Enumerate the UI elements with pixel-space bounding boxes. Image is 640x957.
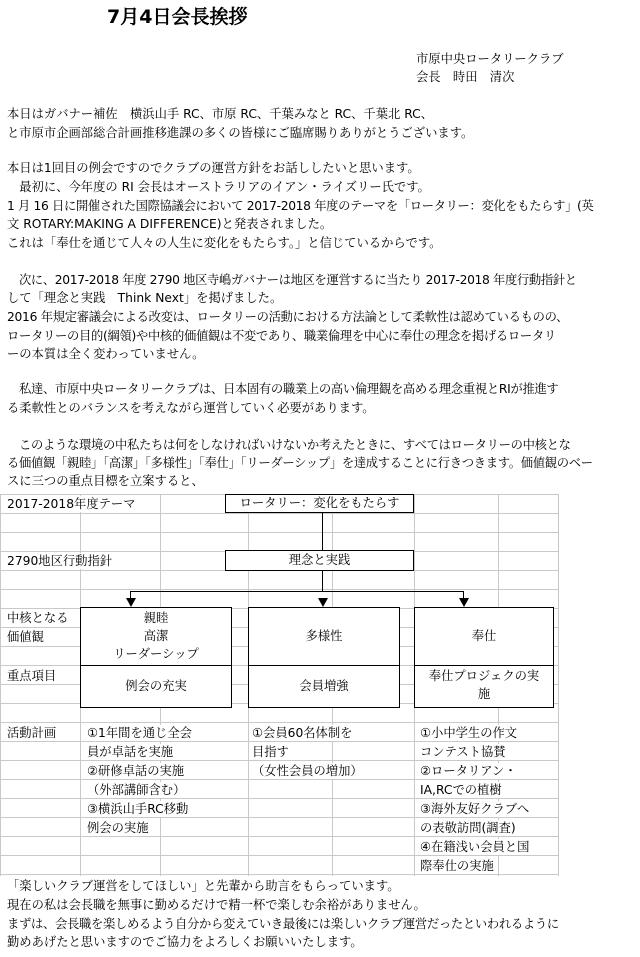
para1-line2: と市原市企画部総合計画推移進課の多くの皆様にご臨席賜りありがとうございます。 [7, 126, 474, 140]
arrow-down-icon [459, 598, 469, 607]
theme-label: 2017-2018年度テーマ [7, 497, 136, 511]
connector-district-down [322, 570, 323, 592]
closing-line4: 勤めあげたと思いますのでご協力をよろしくお願いいたします。 [7, 935, 363, 949]
para3-line2: して「理念と実践 Think Next」を掲げました。 [7, 291, 283, 305]
para2-line2: 最初に、今年度の RI 会長はオーストラリアのイアン・ライズリー氏です。 [7, 180, 430, 194]
value-friendship: 親睦 [143, 611, 169, 625]
values-box-right [414, 607, 554, 666]
plan-label: 活動計画 [7, 726, 57, 740]
plan-left-line: 員が卓話を実施 [87, 745, 174, 759]
plan-center-line: 目指す [252, 745, 289, 759]
district-label: 2790地区行動指針 [7, 554, 113, 568]
plan-right-line: IA,RCでの植樹 [420, 783, 502, 797]
arrow-down-icon [318, 598, 328, 607]
values-box-center [248, 607, 400, 666]
para5-line3: スに三つの重点目標を立案すると、 [7, 474, 204, 488]
closing-line3: まずは、会長職を楽しめるよう自分から変えていき最後には楽しいクラブ運営だったといわれるように [7, 917, 559, 931]
values-label-line2: 価値観 [7, 630, 44, 644]
focus-service-line2: 施 [477, 687, 491, 701]
closing-line1: 「楽しいクラブ運営をしてほしい」と先輩から助言をもらっています。 [7, 879, 400, 893]
para4-line1: 私達、市原中央ロータリークラブは、日本固有の職業上の高い倫理観を高める理念重視とRIが推進す [7, 382, 559, 396]
theme-box [225, 494, 414, 513]
para1-line1: 本日はガバナー補佐 横浜山手 RC、市原 RC、千葉みなと RC、千葉北 RC、 [7, 107, 434, 121]
plan-right-line: ③海外友好クラブへ [420, 802, 530, 816]
district-text: 理念と実践 [288, 553, 351, 567]
value-leadership: リーダーシップ [113, 647, 199, 661]
connector-horizontal [130, 591, 463, 592]
focus-box-left [80, 665, 232, 708]
plan-right-line: ④在籍浅い会員と国 [420, 840, 530, 854]
para5-line1: このような環境の中私たちは何をしなければいけないか考えたときに、すべてはロータリーの中核とな [7, 438, 571, 452]
para4-line2: る柔軟性とのバランスを考えながら運営していく必要があります。 [7, 401, 375, 415]
para3-line3: 2016 年規定審議会による改変は、ロータリーの活動における方法論として柔軟性は認めているものの、 [7, 310, 569, 324]
closing-line2: 現在の私は会長職を無事に勤めるだけで精一杯で楽しむ余裕がありません。 [7, 898, 426, 912]
theme-text: ロータリー：変化をもたらす [239, 496, 400, 510]
plan-right-line: ①小中学生の作文 [420, 726, 518, 740]
president-name: 会長 時田 清次 [416, 70, 515, 84]
plan-left-line: 例会の実施 [87, 821, 149, 835]
plan-center-line: ①会員60名体制を [252, 726, 353, 740]
plan-left-line: ②研修卓話の実施 [87, 764, 185, 778]
value-diversity: 多様性 [305, 629, 343, 643]
focus-box-center [248, 665, 400, 708]
values-label-line1: 中核となる [7, 611, 69, 625]
para2-line5: これは「奉仕を通じて人々の人生に変化をもたらす。」と信じているからです。 [7, 236, 442, 250]
connector-theme-district [322, 512, 323, 550]
connector-left-down [130, 591, 131, 598]
plan-left-line: ①1年間を通じ全会 [87, 726, 192, 740]
plan-right-line: の表敬訪問(調査) [420, 821, 516, 835]
focus-membership: 会員増強 [299, 679, 349, 693]
plan-center-line: （女性会員の増加） [252, 764, 363, 778]
para5-line2: る価値観「親睦」「高潔」「多様性」「奉仕」「リーダーシップ」を達成することに行きつきます。価値観のベー [7, 456, 593, 470]
value-integrity: 高潔 [143, 629, 169, 643]
plan-right-line: 際奉仕の実施 [420, 859, 494, 873]
club-name: 市原中央ロータリークラブ [416, 52, 564, 66]
para2-line3: 1 月 16 日に開催された国際協議会において 2017-2018 年度のテーマを「ロータリー：変化をもたらす」(英 [7, 199, 594, 213]
focus-label: 重点項目 [7, 669, 57, 683]
plan-left-line: ③横浜山手RC移動 [87, 802, 189, 816]
focus-service-line1: 奉仕プロジェクの実 [428, 669, 540, 683]
page-title: 7月4日会長挨拶 [107, 6, 248, 28]
para2-line4: 文 ROTARY:MAKING A DIFFERENCE)と発表されました。 [7, 217, 333, 231]
focus-box-right [414, 665, 554, 708]
connector-right-down [463, 591, 464, 598]
value-service: 奉仕 [471, 629, 497, 643]
plan-right-line: ②ロータリアン・ [420, 764, 517, 778]
focus-meetings: 例会の充実 [125, 679, 187, 693]
para3-line4: ロータリーの目的(綱領)や中核的価値観は不変であり、職業倫理を中心に奉仕の理念を掲げるロータリ [7, 329, 556, 343]
para2-line1: 本日は1回目の例会ですのでクラブの運営方針をお話ししたいと思います。 [7, 161, 420, 175]
arrow-down-icon [126, 598, 136, 607]
para3-line1: 次に、2017-2018 年度 2790 地区寺嶋ガバナーは地区を運営するに当たり 2017-2018 年度行動指針と [7, 273, 577, 287]
plan-left-line: （外部講師含む） [87, 783, 186, 797]
para3-line5: ーの本質は全く変わっていません。 [7, 347, 205, 361]
plan-right-line: コンテスト協賛 [420, 745, 506, 759]
values-box-left [80, 607, 232, 666]
district-box [225, 550, 414, 571]
